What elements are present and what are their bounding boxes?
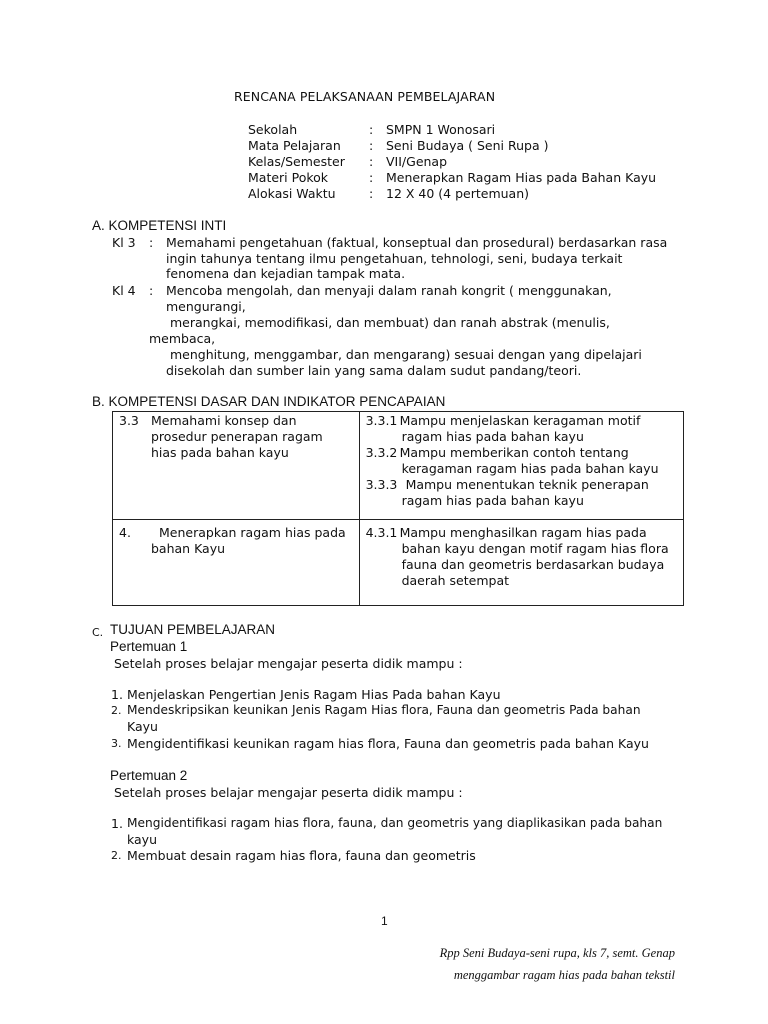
kd-text-line: Menerapkan ragam hias pada (159, 525, 346, 540)
identity-value: 12 X 40 (4 pertemuan) (386, 186, 530, 201)
meeting-1-intro: Setelah proses belajar mengajar peserta didik mampu : (114, 656, 463, 671)
ki4-line: merangkai, memodifikasi, dan membuat) dan ranah abstrak (menulis, (170, 315, 610, 330)
ki4-line: membaca, (149, 331, 216, 346)
section-c-heading: TUJUAN PEMBELAJARAN (110, 622, 276, 637)
indicator-line: Mampu menjelaskan keragaman motif (399, 413, 641, 428)
document-title: RENCANA PELAKSANAAN PEMBELAJARAN (234, 89, 496, 104)
list-item-number: 1. (111, 687, 123, 702)
list-item: Membuat desain ragam hias flora, fauna dan geometris (127, 848, 476, 863)
identity-value: VII/Genap (386, 154, 448, 169)
ki4-line: Mencoba mengolah, dan menyaji dalam ranah kongrit ( menggunakan, (166, 283, 612, 298)
identity-label: Mata Pelajaran (248, 138, 341, 153)
identity-label: Kelas/Semester (248, 154, 345, 169)
meeting-2-title: Pertemuan 2 (110, 768, 188, 783)
indicator-cell (359, 412, 683, 520)
section-c-letter: C. (92, 626, 104, 639)
indicator-number: 4.3.1 (365, 525, 398, 540)
meeting-1-title: Pertemuan 1 (110, 639, 188, 654)
identity-value: Seni Budaya ( Seni Rupa ) (386, 138, 549, 153)
list-item: Mengidentifikasi keunikan ragam hias flora, Fauna dan geometris pada bahan Kayu (127, 736, 649, 751)
identity-label: Alokasi Waktu (248, 186, 336, 201)
identity-value: SMPN 1 Wonosari (386, 122, 496, 137)
indicator-line: bahan kayu dengan motif ragam hias flora (401, 541, 669, 556)
indicator-line: ragam hias pada bahan kayu (401, 493, 584, 508)
indicator-number: 3.3.2 (365, 445, 398, 460)
list-item-number: 3. (111, 737, 122, 750)
table-row (113, 520, 684, 606)
table-row (113, 412, 684, 520)
list-item: Mendeskripsikan keunikan Jenis Ragam Hias flora, Fauna dan geometris Pada bahan (127, 703, 641, 717)
list-item: kayu (127, 832, 157, 847)
identity-label: Materi Pokok (248, 170, 329, 185)
ki3-line: fenomena dan kejadian tampak mata. (166, 266, 406, 281)
ki4-line: disekolah dan sumber lain yang sama dalam sudut pandang/teori. (166, 363, 582, 378)
kd-text-line: prosedur penerapan ragam (151, 429, 323, 444)
list-item: Menjelaskan Pengertian Jenis Ragam Hias Pada bahan Kayu (127, 687, 501, 702)
ki4-colon: : (149, 283, 154, 298)
identity-label: Sekolah (248, 122, 298, 137)
section-b-heading: B. KOMPETENSI DASAR DAN INDIKATOR PENCAPAIAN (92, 394, 446, 409)
identity-colon: : (369, 122, 374, 137)
ki3-line: Memahami pengetahuan (faktual, konseptual dan prosedural) berdasarkan rasa (166, 235, 668, 250)
kd-text-line: bahan Kayu (151, 541, 226, 556)
indicator-line: Mampu menentukan teknik penerapan (405, 477, 649, 492)
kd-number: 3.3 (119, 413, 139, 428)
kd-text-line: hias pada bahan kayu (151, 445, 289, 460)
identity-value: Menerapkan Ragam Hias pada Bahan Kayu (386, 170, 657, 185)
indicator-line: keragaman ragam hias pada bahan kayu (401, 461, 659, 476)
kd-cell (113, 520, 360, 606)
indicator-line: Mampu menghasilkan ragam hias pada (399, 525, 647, 540)
kd-text-line: Memahami konsep dan (151, 413, 297, 428)
kd-cell (113, 412, 360, 520)
indicator-number: 3.3.3 (365, 477, 398, 492)
ki3-code: Kl 3 (112, 235, 136, 250)
list-item: Kayu (127, 719, 158, 734)
ki3-colon: : (149, 235, 154, 250)
section-a-heading: A. KOMPETENSI INTI (92, 218, 227, 233)
identity-colon: : (369, 138, 374, 153)
identity-colon: : (369, 170, 374, 185)
indicator-line: Mampu memberikan contoh tentang (399, 445, 629, 460)
competency-table (112, 411, 684, 606)
ki4-code: Kl 4 (112, 283, 136, 298)
identity-colon: : (369, 154, 374, 169)
page-number: 1 (381, 914, 388, 928)
list-item: Mengidentifikasi ragam hias flora, fauna, dan geometris yang diaplikasikan pada bahan (127, 816, 663, 830)
list-item-number: 2. (111, 849, 122, 862)
ki3-line: ingin tahunya tentang ilmu pengetahuan, tehnologi, seni, budaya terkait (166, 251, 623, 266)
indicator-cell (359, 520, 683, 606)
ki4-line: mengurangi, (166, 299, 246, 314)
identity-colon: : (369, 186, 374, 201)
indicator-line: ragam hias pada bahan kayu (401, 429, 584, 444)
list-item-number: 2. (111, 704, 122, 717)
meeting-2-intro: Setelah proses belajar mengajar peserta didik mampu : (114, 785, 463, 800)
indicator-line: daerah setempat (401, 573, 510, 588)
kd-number: 4. (119, 525, 131, 540)
footer-line-1: Rpp Seni Budaya-seni rupa, kls 7, semt. Genap (439, 946, 675, 960)
footer-line-2: menggambar ragam hias pada bahan tekstil (453, 968, 675, 982)
indicator-line: fauna dan geometris berdasarkan budaya (401, 557, 665, 572)
indicator-number: 3.3.1 (365, 413, 398, 428)
list-item-number: 1. (111, 816, 123, 831)
ki4-line: menghitung, menggambar, dan mengarang) sesuai dengan yang dipelajari (170, 347, 642, 362)
